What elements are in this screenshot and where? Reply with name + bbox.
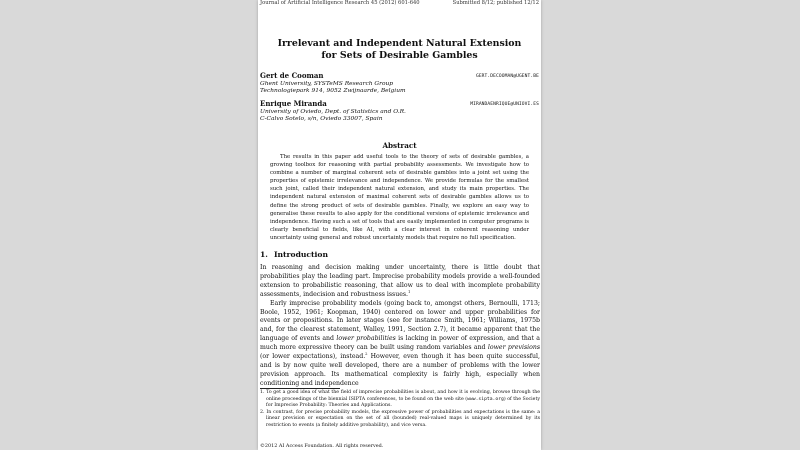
footnotes [260, 390, 540, 430]
body-text [260, 264, 540, 389]
footnote-ref[interactable]: 1 [408, 289, 411, 294]
author-affiliation: University of Oviedo, Dept. of Statistics and O.R. [260, 108, 406, 115]
section-heading [260, 250, 328, 259]
abstract-text: The results in this paper add useful tools to the theory of sets of desirable gambles, a growing toolbox for reasoning with partial probability assessments. We investigate how to combine a number of marginal coherent sets of desirable gambles into a joint set using the properties of epistemic irrelevance and independence. We provide formulas for the smallest such joint, called their independent natural extension, and study its main properties. The independent natural extension of maximal coherent sets of desirable gambles allows us to define the strong product of sets of desirable gambles. Finally, we explore an easy way to generalise these results to also apply for the conditional versions of epistemic irrelevance and independence. Having such a set of tools that are easily implemented in computer programs is clearly beneficial to fields, like AI, with a clear interest in coherent reasoning under uncertainty using general and robust uncertainty models that require no full specification. [270, 154, 529, 241]
title-line-1: Irrelevant and Independent Natural Extension [277, 38, 522, 49]
section-title: Introduction [273, 250, 329, 259]
abstract-heading: Abstract [382, 141, 417, 150]
author-affiliation: Ghent University, SYSTeMS Research Group [260, 80, 394, 87]
title-line-2: for Sets of Desirable Gambles [321, 50, 478, 61]
author-address: C-Calvo Sotelo, s/n, Oviedo 33007, Spain [260, 116, 383, 123]
paper-title [258, 38, 541, 62]
pdf-page [258, 0, 541, 450]
footnote-ref[interactable]: 2 [365, 352, 368, 356]
journal-citation: Journal of Artificial Intelligence Research 45 (2012) 601-640 [260, 0, 420, 6]
sipta-link[interactable]: www.sipta.org [467, 396, 504, 402]
author-address: Technologiepark 914, 9052 Zwijnaarde, Belgium [260, 88, 406, 95]
paragraph-2: Early imprecise probability models (going back to, amongst others, Bernoulli, 1713; Boole, 1952, 1961; Koopman, 1940) centered on lower and upper probabilities for events or propositions. In later stages (see for instance Smith, 1961; Williams, 1975b and, for the clearest statement, Walley, 1991, Section 2.7), it became apparent that the language of events and lower probabilities is lacking in power of expression, and that a much more expressive theory can be built using random variables and lower previsions (or lower expectations), instead.$^2$ However, even though it has been quite successful, and is by now quite well developed, there are a number of problems with the lower prevision approach. Its mathematical complexity is fairly high, especially when conditioning and independence [260, 299, 541, 387]
section-number: 1. [260, 250, 268, 259]
author-name: Enrique Miranda [260, 99, 327, 108]
paragraph-1: In reasoning and decision making under uncertainty, there is little doubt that probabilities play the leading part. Imprecise probability models provide a well-founded extension to probabilistic reasoning, that allow us to deal with incomplete probability assessments, indecision and robustness issues.$^1$ [260, 264, 540, 298]
footnote-2: 2. In contrast, for precise probability models, the expressive power of probabilities and expectations is the same: a linear prevision or expectation on the set of all (bounded) real-valued maps is uniquely determined by its restriction to events (a finitely additive probability), and vice versa. [260, 409, 540, 428]
author-block-1 [260, 72, 539, 96]
author-email: MIRANDAENRIQUE@UNIOVI.ES [470, 102, 539, 107]
author-block-2 [260, 100, 539, 124]
footnote-divider [260, 388, 340, 389]
author-name: Gert de Cooman [260, 71, 324, 80]
author-email: GERT.DECOOMAN@UGENT.BE [475, 74, 539, 79]
copyright-notice: ©2012 AI Access Foundation. All rights reserved. [260, 443, 384, 449]
footnote-1: 1. To get a good idea of what the field of imprecise probabilities is about, and how it is evolving, browse through the online proceedings of the biennial ISIPTA conferences, to be found on the web site (www.sipta.org) of the Society for Imprecise Probability: Theories and Applications. [260, 390, 540, 409]
submission-dates: Submitted 8/12; published 12/12 [452, 0, 539, 6]
